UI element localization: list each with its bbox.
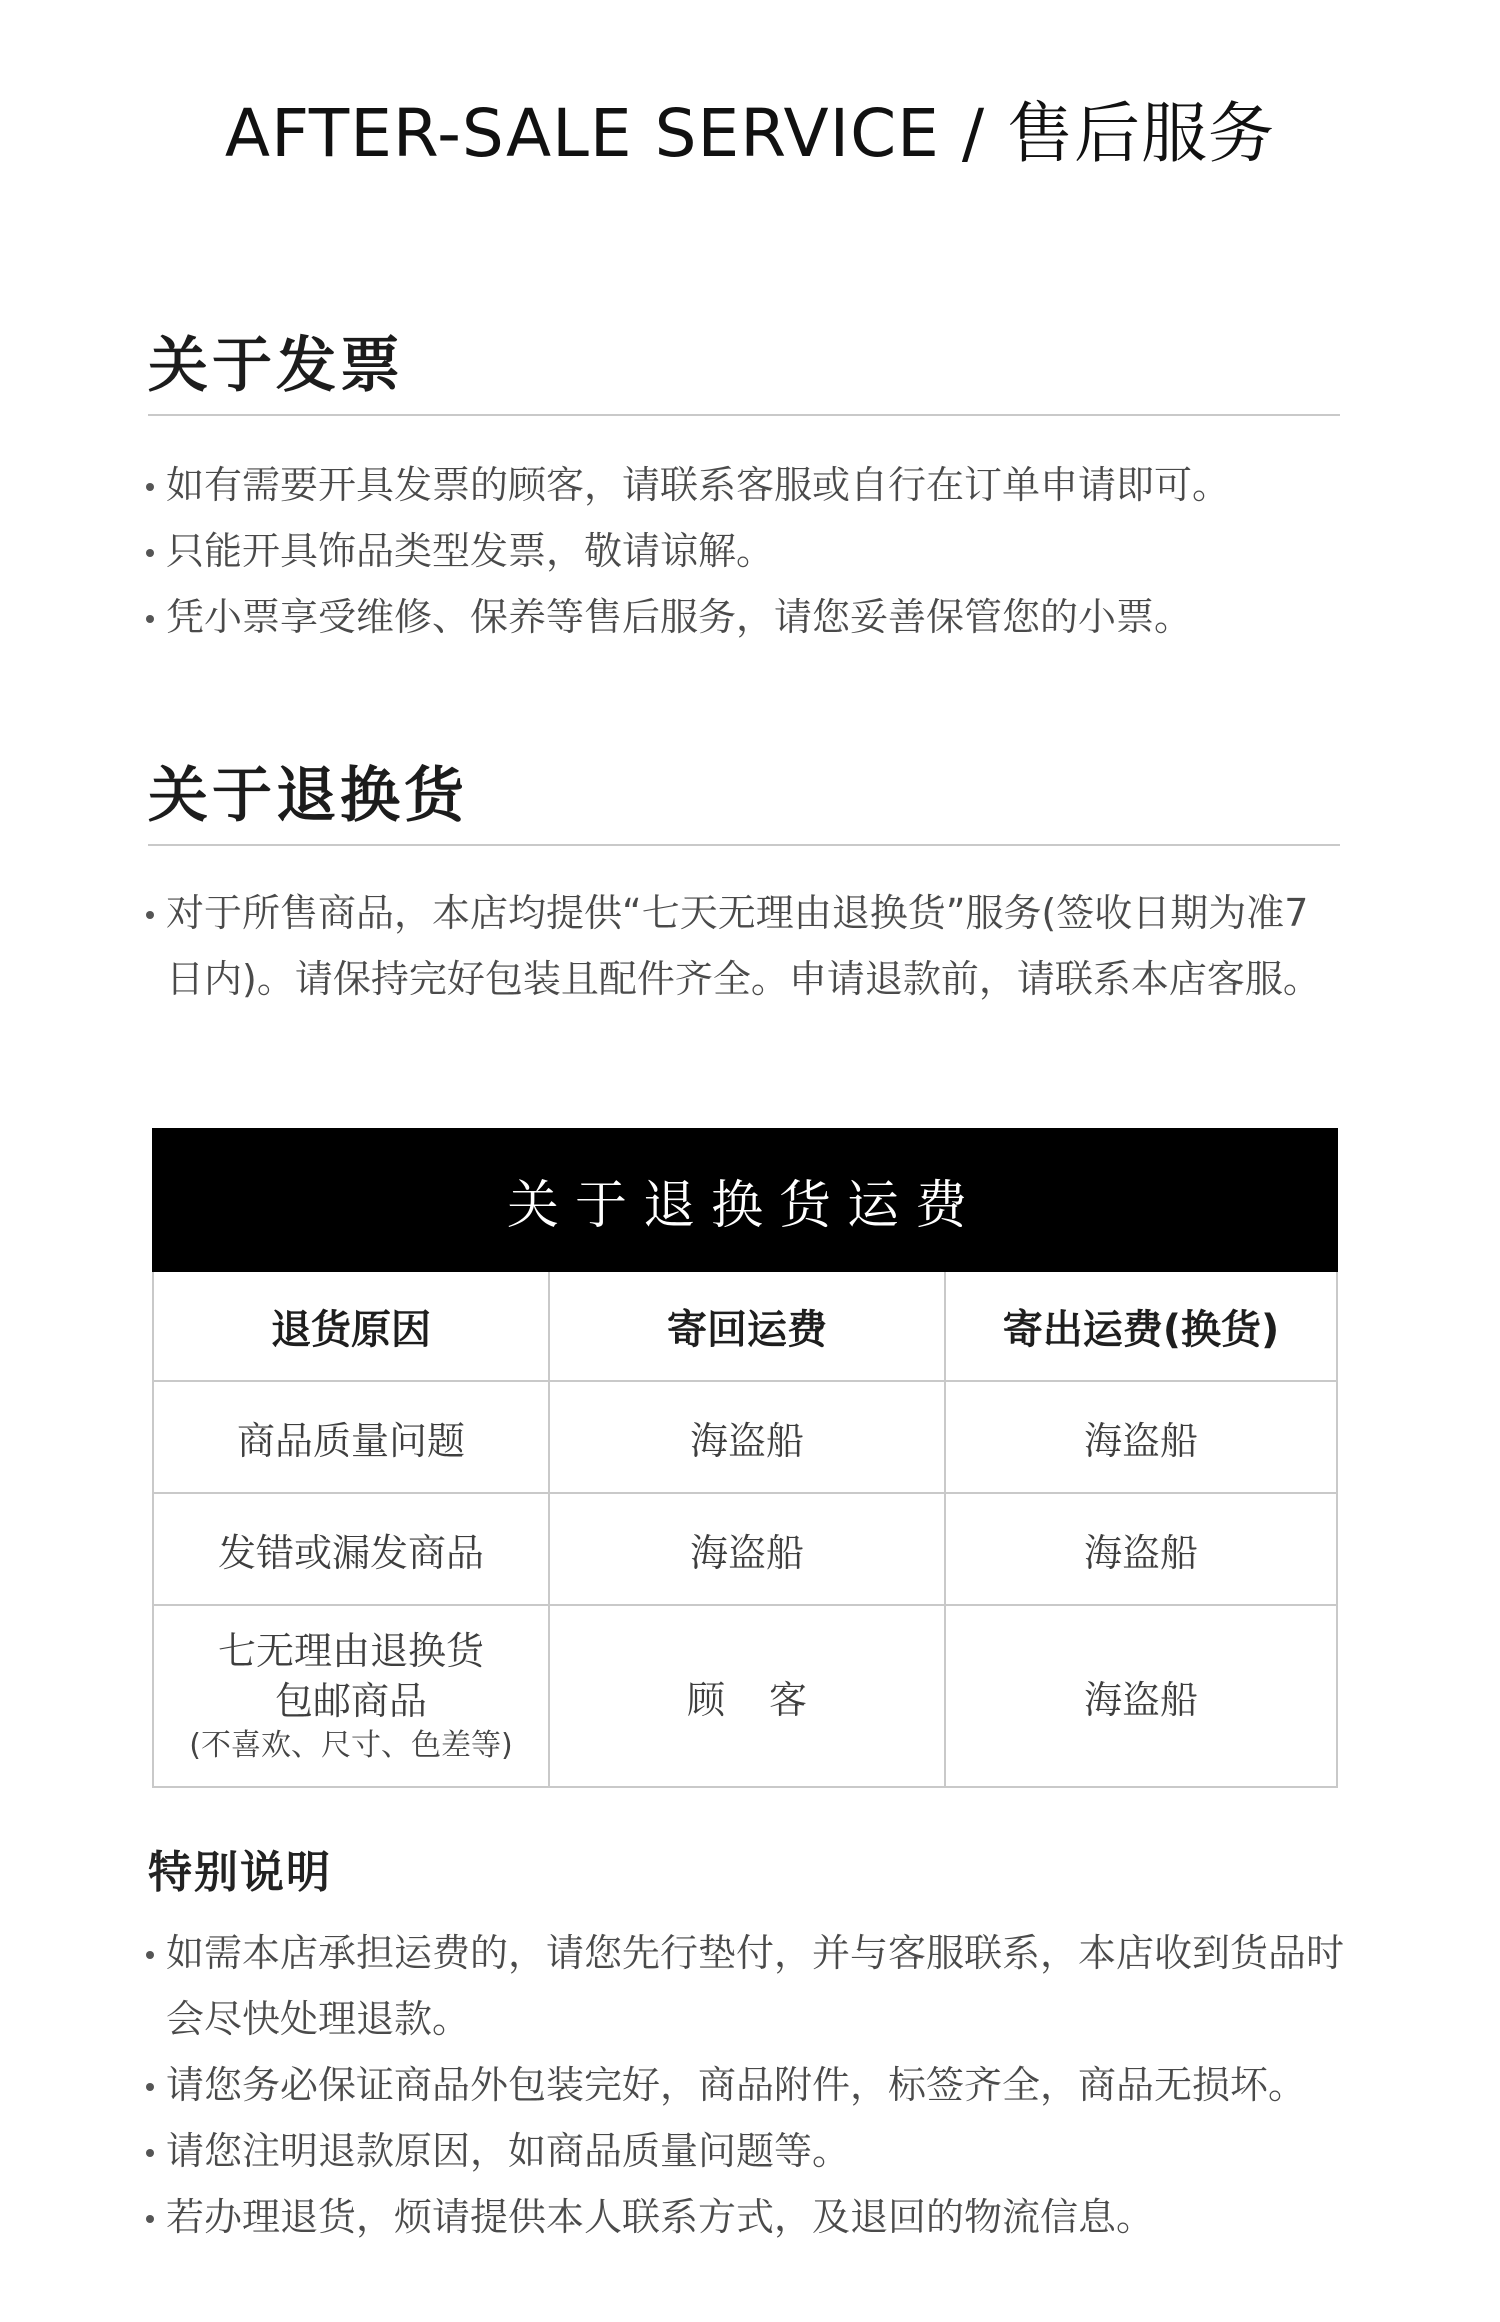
table-row [153,1605,1337,1787]
reason-cell: 发错或漏发商品 [153,1493,549,1605]
notes-bullet-list [146,1920,1346,2250]
notes-section-title: 特别说明 [148,1847,332,1898]
return-fee-cell [549,1605,945,1787]
returns-section-title: 关于退换货 [148,761,468,831]
send-fee-cell: 海盗船 [945,1493,1337,1605]
reason-line: 七无理由退换货 [217,1629,484,1673]
table-caption: 关于退换货运费 [153,1129,1337,1271]
list-item: 若办理退货，烦请提供本人联系方式，及退回的物流信息。 [146,2184,1346,2250]
column-header: 寄回运费 [549,1271,945,1381]
table-row [153,1493,1337,1605]
send-fee-cell: 海盗船 [945,1605,1337,1787]
reason-line: 包邮商品 [274,1679,427,1723]
list-item: 如需本店承担运费的，请您先行垫付，并与客服联系，本店收到货品时会尽快处理退款。 [146,1920,1346,2052]
returns-bullet-list [146,880,1326,1012]
page-title: AFTER-SALE SERVICE / 售后服务 [224,95,1276,172]
list-item: 只能开具饰品类型发票，敬请谅解。 [146,518,1346,584]
reason-cell: 商品质量问题 [153,1381,549,1493]
return-fee-text: 顾客 [686,1677,851,1722]
send-fee-cell: 海盗船 [945,1381,1337,1493]
invoice-section-title: 关于发票 [148,331,404,401]
table-caption-row [153,1129,1337,1271]
table-row [153,1381,1337,1493]
list-item: 如有需要开具发票的顾客，请联系客服或自行在订单申请即可。 [146,452,1346,518]
list-item: 请您务必保证商品外包装完好，商品附件，标签齐全，商品无损坏。 [146,2052,1346,2118]
table-header-row [153,1271,1337,1381]
reason-cell [153,1605,549,1787]
list-item: 对于所售商品，本店均提供“七天无理由退换货”服务(签收日期为准7日内)。请保持完好包装且配件齐全。申请退款前，请联系本店客服。 [146,880,1326,1012]
returns-divider [148,844,1340,846]
return-fee-cell: 海盗船 [549,1493,945,1605]
invoice-bullet-list [146,452,1346,650]
column-header: 退货原因 [153,1271,549,1381]
list-item: 请您注明退款原因，如商品质量问题等。 [146,2118,1346,2184]
return-fee-table [152,1128,1338,1788]
invoice-divider [148,414,1340,416]
return-fee-cell: 海盗船 [549,1381,945,1493]
column-header: 寄出运费(换货) [945,1271,1337,1381]
list-item: 凭小票享受维修、保养等售后服务，请您妥善保管您的小票。 [146,584,1346,650]
reason-note: (不喜欢、尺寸、色差等) [189,1728,513,1763]
